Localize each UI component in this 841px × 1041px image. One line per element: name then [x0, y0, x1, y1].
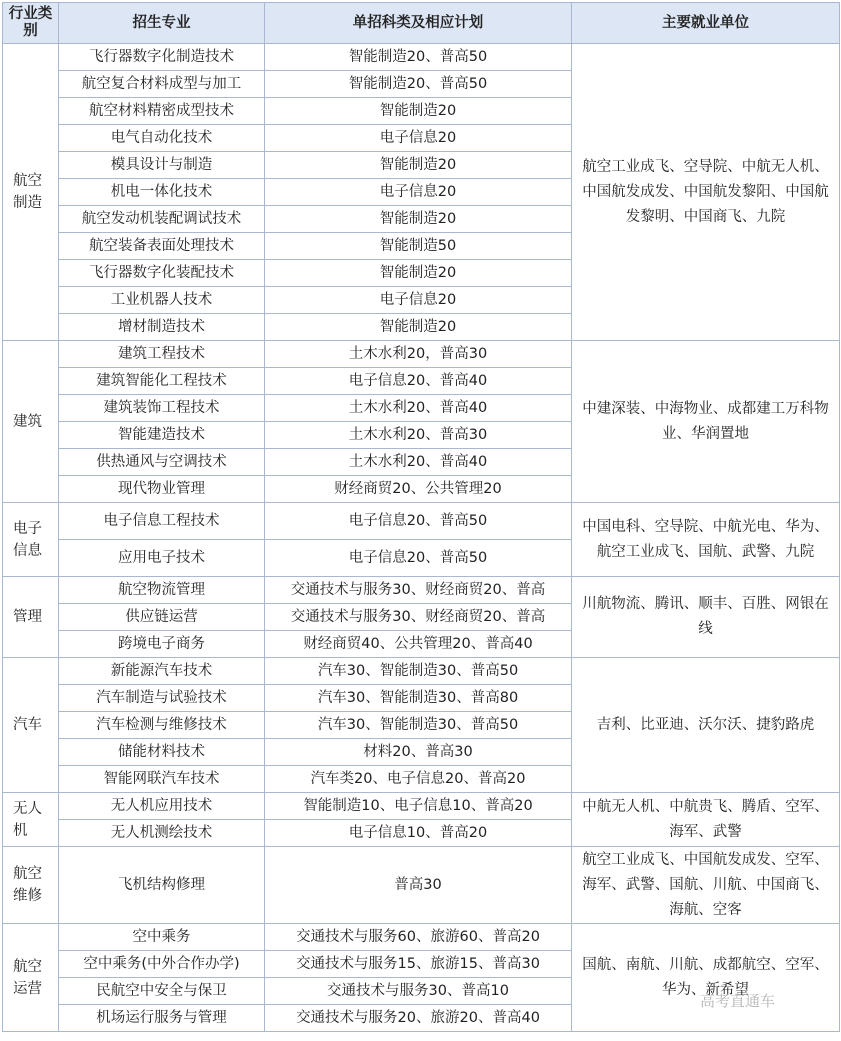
employer-cell: 中国电科、空导院、中航光电、华为、航空工业成飞、国航、武警、九院 [572, 503, 840, 577]
plan-cell: 汽车30、智能制造30、普高50 [265, 658, 572, 685]
plan-cell: 智能制造20 [265, 314, 572, 341]
major-cell: 飞行器数字化制造技术 [59, 44, 265, 71]
header-category: 行业类别 [3, 3, 59, 44]
major-cell: 航空复合材料成型与加工 [59, 71, 265, 98]
table-row [3, 341, 840, 368]
plan-cell: 财经商贸40、公共管理20、普高40 [265, 631, 572, 658]
plan-cell: 交通技术与服务30、普高10 [265, 978, 572, 1005]
major-cell: 增材制造技术 [59, 314, 265, 341]
plan-cell: 电子信息20 [265, 125, 572, 152]
table-row [3, 44, 840, 71]
table-body [3, 44, 840, 1032]
major-cell: 汽车制造与试验技术 [59, 685, 265, 712]
category-cell: 航空运营 [3, 924, 59, 1032]
employer-cell: 中航无人机、中航贵飞、腾盾、空军、海军、武警 [572, 793, 840, 847]
plan-cell: 财经商贸20、公共管理20 [265, 476, 572, 503]
major-cell: 机场运行服务与管理 [59, 1005, 265, 1032]
major-cell: 飞行器数字化装配技术 [59, 260, 265, 287]
plan-cell: 土木水利20、普高40 [265, 395, 572, 422]
major-cell: 应用电子技术 [59, 540, 265, 577]
major-cell: 现代物业管理 [59, 476, 265, 503]
plan-cell: 汽车类20、电子信息20、普高20 [265, 766, 572, 793]
plan-cell: 电子信息10、普高20 [265, 820, 572, 847]
plan-cell: 电子信息20、普高50 [265, 540, 572, 577]
watermark: 高考直通车 [700, 992, 776, 1010]
major-cell: 建筑智能化工程技术 [59, 368, 265, 395]
plan-cell: 智能制造20、普高50 [265, 44, 572, 71]
category-cell: 管理 [3, 577, 59, 658]
major-cell: 电气自动化技术 [59, 125, 265, 152]
table-row [3, 658, 840, 685]
employer-cell: 中建深装、中海物业、成都建工万科物业、华润置地 [572, 341, 840, 503]
plan-cell: 电子信息20 [265, 179, 572, 206]
major-cell: 空中乘务 [59, 924, 265, 951]
employer-cell: 国航、南航、川航、成都航空、空军、华为、新希望 [572, 924, 840, 1032]
plan-cell: 智能制造20、普高50 [265, 71, 572, 98]
table-row [3, 793, 840, 820]
major-cell: 模具设计与制造 [59, 152, 265, 179]
major-cell: 飞机结构修理 [59, 847, 265, 924]
table-row [3, 503, 840, 540]
employer-cell: 川航物流、腾讯、顺丰、百胜、网银在线 [572, 577, 840, 658]
header-major: 招生专业 [59, 3, 265, 44]
major-cell: 无人机应用技术 [59, 793, 265, 820]
plan-cell: 电子信息20、普高50 [265, 503, 572, 540]
major-cell: 电子信息工程技术 [59, 503, 265, 540]
major-cell: 储能材料技术 [59, 739, 265, 766]
plan-cell: 交通技术与服务20、旅游20、普高40 [265, 1005, 572, 1032]
major-cell: 建筑工程技术 [59, 341, 265, 368]
major-cell: 无人机测绘技术 [59, 820, 265, 847]
major-cell: 机电一体化技术 [59, 179, 265, 206]
plan-cell: 智能制造10、电子信息10、普高20 [265, 793, 572, 820]
plan-cell: 智能制造20 [265, 98, 572, 125]
major-cell: 空中乘务(中外合作办学) [59, 951, 265, 978]
category-cell: 汽车 [3, 658, 59, 793]
plan-cell: 电子信息20、普高40 [265, 368, 572, 395]
plan-cell: 智能制造20 [265, 260, 572, 287]
major-cell: 供应链运营 [59, 604, 265, 631]
table-row [3, 924, 840, 951]
enrollment-table [2, 2, 840, 1032]
major-cell: 智能网联汽车技术 [59, 766, 265, 793]
major-cell: 智能建造技术 [59, 422, 265, 449]
table-row [3, 847, 840, 924]
plan-cell: 汽车30、智能制造30、普高50 [265, 712, 572, 739]
table-row [3, 577, 840, 604]
major-cell: 建筑装饰工程技术 [59, 395, 265, 422]
major-cell: 跨境电子商务 [59, 631, 265, 658]
plan-cell: 土木水利20、普高30 [265, 422, 572, 449]
major-cell: 新能源汽车技术 [59, 658, 265, 685]
major-cell: 航空物流管理 [59, 577, 265, 604]
major-cell: 航空装备表面处理技术 [59, 233, 265, 260]
plan-cell: 汽车30、智能制造30、普高80 [265, 685, 572, 712]
plan-cell: 交通技术与服务15、旅游15、普高30 [265, 951, 572, 978]
major-cell: 航空材料精密成型技术 [59, 98, 265, 125]
plan-cell: 智能制造20 [265, 152, 572, 179]
major-cell: 汽车检测与维修技术 [59, 712, 265, 739]
major-cell: 航空发动机装配调试技术 [59, 206, 265, 233]
employer-cell: 吉利、比亚迪、沃尔沃、捷豹路虎 [572, 658, 840, 793]
major-cell: 工业机器人技术 [59, 287, 265, 314]
category-cell: 航空制造 [3, 44, 59, 341]
category-cell: 无人机 [3, 793, 59, 847]
plan-cell: 电子信息20 [265, 287, 572, 314]
employer-cell: 航空工业成飞、中国航发成发、空军、海军、武警、国航、川航、中国商飞、海航、空客 [572, 847, 840, 924]
plan-cell: 交通技术与服务30、财经商贸20、普高 [265, 577, 572, 604]
plan-cell: 交通技术与服务60、旅游60、普高20 [265, 924, 572, 951]
major-cell: 民航空中安全与保卫 [59, 978, 265, 1005]
header-plan: 单招科类及相应计划 [265, 3, 572, 44]
header-employer: 主要就业单位 [572, 3, 840, 44]
plan-cell: 智能制造20 [265, 206, 572, 233]
plan-cell: 普高30 [265, 847, 572, 924]
employer-cell: 航空工业成飞、空导院、中航无人机、中国航发成发、中国航发黎阳、中国航发黎明、中国商飞、九院 [572, 44, 840, 341]
category-cell: 电子信息 [3, 503, 59, 577]
category-cell: 建筑 [3, 341, 59, 503]
plan-cell: 土木水利20、普高40 [265, 449, 572, 476]
plan-cell: 交通技术与服务30、财经商贸20、普高 [265, 604, 572, 631]
major-cell: 供热通风与空调技术 [59, 449, 265, 476]
plan-cell: 土木水利20，普高30 [265, 341, 572, 368]
plan-cell: 材料20、普高30 [265, 739, 572, 766]
category-cell: 航空维修 [3, 847, 59, 924]
plan-cell: 智能制造50 [265, 233, 572, 260]
